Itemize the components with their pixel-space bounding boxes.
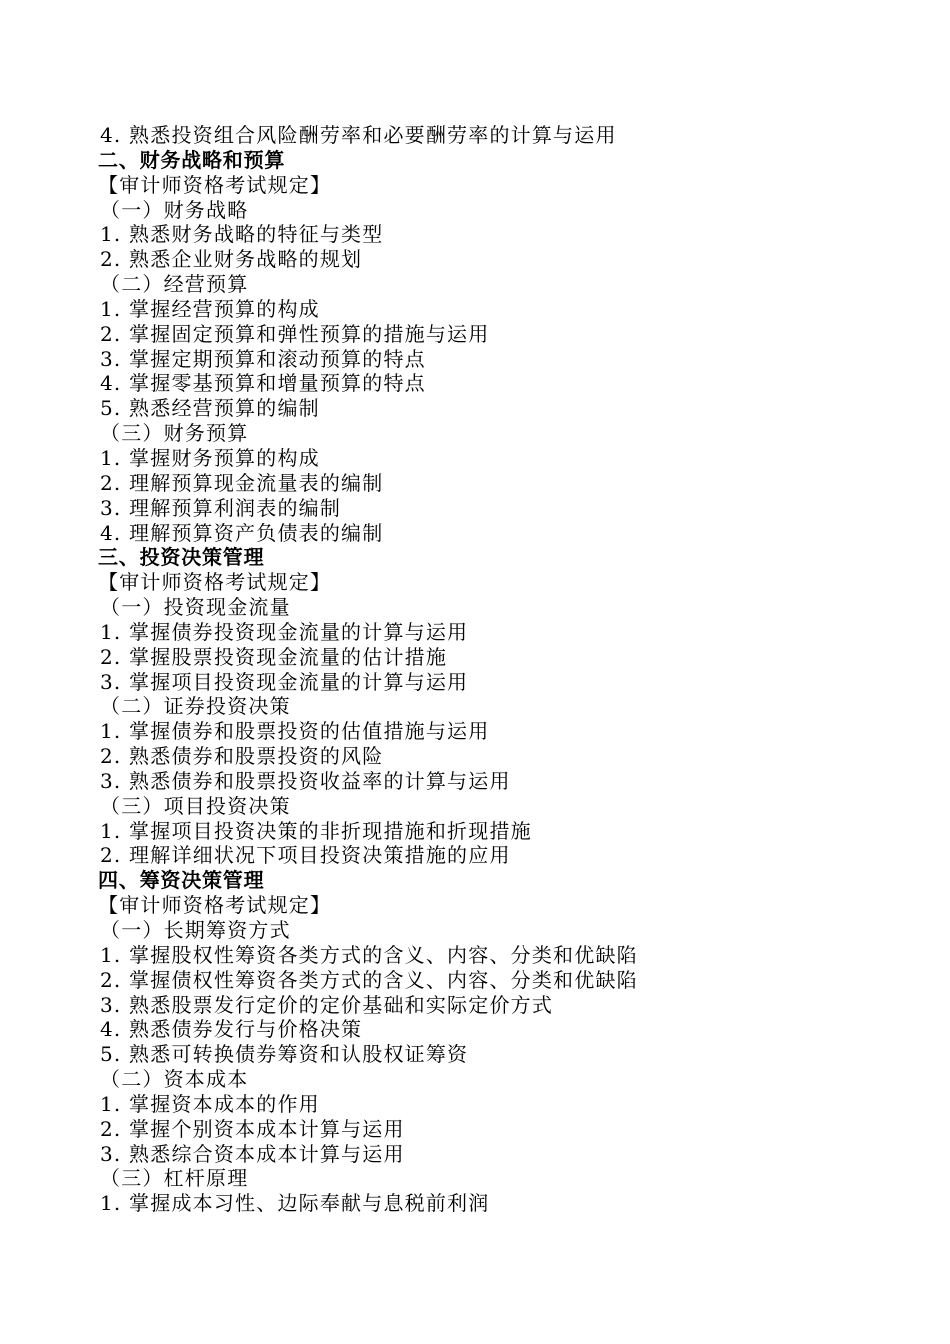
list-item: 1. 掌握资本成本的作用: [100, 1091, 320, 1116]
list-item: 5. 熟悉可转换债券筹资和认股权证筹资: [100, 1042, 469, 1067]
list-item: 4. 理解预算资产负债表的编制: [100, 520, 384, 545]
section-heading: 三、投资决策管理: [98, 545, 265, 570]
list-item: 1. 掌握财务预算的构成: [100, 445, 320, 470]
list-item: 3. 理解预算利润表的编制: [100, 495, 342, 520]
subsection-title: （三）项目投资决策: [100, 793, 291, 818]
list-item: 4. 熟悉债券发行与价格决策: [100, 1017, 363, 1042]
list-item: 2. 掌握固定预算和弹性预算的措施与运用: [100, 321, 490, 346]
list-item: 2. 理解详细状况下项目投资决策措施的应用: [100, 843, 511, 868]
subsection-title: （三）杠杆原理: [100, 1166, 249, 1191]
list-item: 2. 掌握个别资本成本计算与运用: [100, 1116, 405, 1141]
exam-requirement-label: 【审计师资格考试规定】: [98, 172, 332, 197]
list-item: 2. 掌握股票投资现金流量的估计措施: [100, 644, 448, 669]
list-item: 1. 掌握债券投资现金流量的计算与运用: [100, 619, 469, 644]
list-item: 2. 熟悉企业财务战略的规划: [100, 247, 363, 272]
section-heading: 二、财务战略和预算: [98, 147, 286, 172]
exam-requirement-label: 【审计师资格考试规定】: [98, 570, 332, 595]
subsection-title: （二）证券投资决策: [100, 694, 291, 719]
list-item: 3. 熟悉债券和股票投资收益率的计算与运用: [100, 768, 511, 793]
subsection-title: （二）经营预算: [100, 272, 249, 297]
subsection-title: （一）长期筹资方式: [100, 918, 291, 942]
list-item: 2. 熟悉债券和股票投资的风险: [100, 744, 384, 769]
list-item: 2. 掌握债权性筹资各类方式的含义、内容、分类和优缺陷: [100, 967, 638, 992]
exam-requirement-label: 【审计师资格考试规定】: [98, 893, 332, 918]
subsection-title: （三）财务预算: [100, 421, 249, 446]
list-item: 1. 掌握经营预算的构成: [100, 296, 320, 321]
list-item: 1. 掌握成本习性、边际奉献与息税前利润: [100, 1191, 490, 1216]
subsection-title: （一）财务战略: [100, 197, 249, 222]
list-item: 1. 掌握股权性筹资各类方式的含义、内容、分类和优缺陷: [100, 942, 638, 967]
subsection-title: （二）资本成本: [100, 1067, 249, 1092]
list-item: 4. 掌握零基预算和增量预算的特点: [100, 371, 426, 396]
section-heading: 四、筹资决策管理: [98, 868, 265, 893]
list-item: 4. 熟悉投资组合风险酬劳率和必要酬劳率的计算与运用: [100, 123, 617, 147]
list-item: 5. 熟悉经营预算的编制: [100, 396, 320, 421]
list-item: 1. 掌握债券和股票投资的估值措施与运用: [100, 719, 490, 744]
list-item: 2. 理解预算现金流量表的编制: [100, 470, 384, 495]
list-item: 3. 熟悉综合资本成本计算与运用: [100, 1141, 405, 1166]
list-item: 1. 熟悉财务战略的特征与类型: [100, 222, 384, 247]
list-item: 3. 掌握定期预算和滚动预算的特点: [100, 346, 426, 371]
list-item: 3. 熟悉股票发行定价的定价基础和实际定价方式: [100, 992, 554, 1017]
document-body: [98, 123, 918, 1216]
list-item: 1. 掌握项目投资决策的非折现措施和折现措施: [100, 818, 532, 843]
list-item: 3. 掌握项目投资现金流量的计算与运用: [100, 669, 469, 694]
subsection-title: （一）投资现金流量: [100, 595, 291, 620]
